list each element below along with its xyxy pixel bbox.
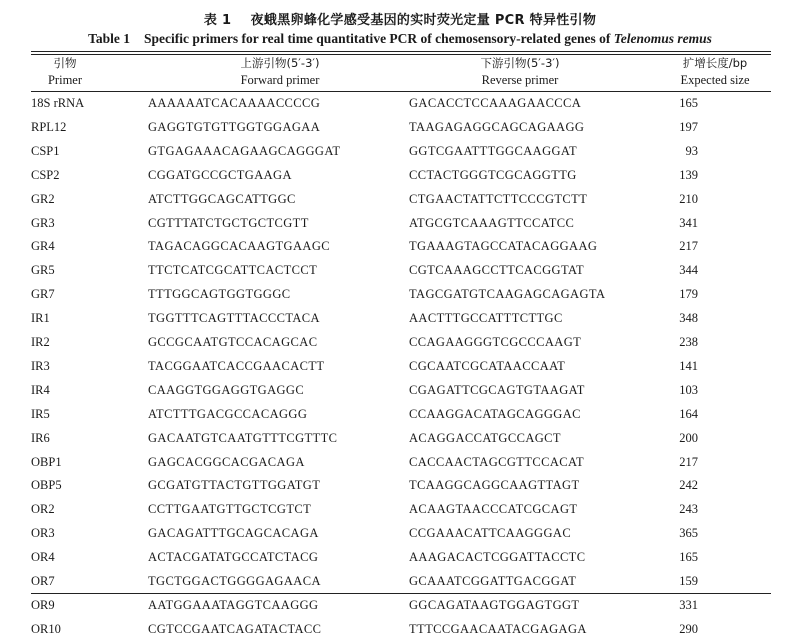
table-row bbox=[0, 116, 800, 139]
primer-name-cell: CSP1 bbox=[31, 143, 60, 158]
forward-primer-cell: CGTCCGAATCAGATACTACC bbox=[148, 621, 322, 636]
expected-size-cell: 331 bbox=[679, 597, 698, 612]
reverse-primer-cell: GGTCGAATTTGGCAAGGAT bbox=[409, 143, 578, 158]
top-rule bbox=[31, 51, 771, 52]
primer-name-cell: OBP1 bbox=[31, 454, 62, 469]
forward-primer-cell: ATCTTTGACGCCACAGGG bbox=[148, 406, 308, 421]
expected-size-cell: 179 bbox=[679, 287, 698, 302]
primer-name-cell: IR3 bbox=[31, 358, 50, 373]
reverse-primer-cell: AAAGACACTCGGATTACCTC bbox=[409, 550, 586, 565]
forward-primer-cell: CGGATGCCGCTGAAGA bbox=[148, 167, 292, 182]
primer-name-cell: IR2 bbox=[31, 335, 50, 349]
table-row bbox=[0, 594, 800, 617]
forward-primer-cell: AATGGAAATAGGTCAAGGG bbox=[148, 597, 319, 612]
expected-size-cell: 139 bbox=[679, 167, 698, 182]
reverse-primer-cell: GACACCTCCAAAGAACCCA bbox=[409, 96, 582, 110]
table-row bbox=[0, 140, 800, 163]
forward-primer-cell: GAGGTGTGTTGGTGGAGAA bbox=[148, 119, 321, 134]
expected-size-cell: 197 bbox=[679, 119, 698, 134]
reverse-primer-cell: CCAGAAGGGTCGCCCAAGT bbox=[409, 335, 582, 349]
primer-name-cell: CSP2 bbox=[31, 167, 60, 182]
forward-primer-cell: CCTTGAATGTTGCTCGTCT bbox=[148, 502, 312, 517]
table-row bbox=[0, 188, 800, 211]
expected-size-cell: 165 bbox=[679, 550, 698, 565]
forward-primer-cell: TACGGAATCACCGAACACTT bbox=[148, 358, 325, 373]
table-row bbox=[0, 259, 800, 282]
expected-size-cell: 103 bbox=[679, 382, 698, 397]
reverse-primer-cell: ACAGGACCATGCCAGCT bbox=[409, 430, 561, 445]
primer-name-cell: OR7 bbox=[31, 574, 55, 588]
reverse-primer-cell: TAAGAGAGGCAGCAGAAGG bbox=[409, 119, 585, 134]
header-primer bbox=[25, 55, 105, 89]
table-row bbox=[0, 355, 800, 378]
expected-size-cell: 165 bbox=[679, 96, 698, 110]
header-reverse bbox=[380, 55, 660, 89]
expected-size-cell: 243 bbox=[679, 502, 698, 517]
table-title-en bbox=[0, 31, 800, 47]
primer-name-cell: IR6 bbox=[31, 430, 50, 445]
table-row bbox=[0, 498, 800, 521]
primer-name-cell: OR3 bbox=[31, 526, 55, 541]
primer-name-cell: GR5 bbox=[31, 263, 55, 278]
reverse-primer-cell: CCGAAACATTCAAGGGAC bbox=[409, 526, 572, 541]
primer-name-cell: IR5 bbox=[31, 406, 50, 421]
expected-size-cell: 238 bbox=[679, 335, 698, 349]
reverse-primer-cell: AACTTTGCCATTTCTTGC bbox=[409, 311, 563, 326]
reverse-primer-cell: TTTCCGAACAATACGAGAGA bbox=[409, 621, 587, 636]
bottom-rule bbox=[31, 593, 771, 594]
reverse-primer-cell: TGAAAGTAGCCATACAGGAAG bbox=[409, 239, 598, 254]
expected-size-cell: 341 bbox=[679, 215, 698, 230]
forward-primer-cell: AAAAAATCACAAAACCCCG bbox=[148, 96, 321, 110]
expected-size-cell: 290 bbox=[679, 621, 698, 636]
reverse-primer-cell: GGCAGATAAGTGGAGTGGT bbox=[409, 597, 580, 612]
expected-size-cell: 159 bbox=[679, 574, 698, 588]
table-row bbox=[0, 570, 800, 593]
expected-size-cell: 210 bbox=[679, 191, 698, 206]
primer-name-cell: IR4 bbox=[31, 382, 50, 397]
expected-size-cell: 93 bbox=[685, 143, 698, 158]
primer-name-cell: GR2 bbox=[31, 191, 55, 206]
forward-primer-cell: ATCTTGGCAGCATTGGC bbox=[148, 191, 296, 206]
header-primer-en: Primer bbox=[47, 73, 83, 87]
header-forward-cn: 上游引物(5′-3′) bbox=[240, 56, 320, 70]
header-size bbox=[640, 55, 790, 89]
species-name: Telenomus remus bbox=[613, 31, 712, 46]
primer-name-cell: GR7 bbox=[31, 287, 55, 302]
forward-primer-cell: TTCTCATCGCATTCACTCCT bbox=[148, 263, 318, 278]
forward-primer-cell: CGTTTATCTGCTGCTCGTT bbox=[148, 215, 309, 230]
table-row bbox=[0, 379, 800, 402]
primer-name-cell: GR4 bbox=[31, 239, 55, 254]
header-forward bbox=[140, 55, 420, 89]
forward-primer-cell: GTGAGAAACAGAAGCAGGGAT bbox=[148, 143, 341, 158]
table-row bbox=[0, 92, 800, 115]
reverse-primer-cell: ACAAGTAACCCATCGCAGT bbox=[409, 502, 578, 517]
table-row bbox=[0, 403, 800, 426]
forward-primer-cell: TTTGGCAGTGGTGGGC bbox=[148, 287, 291, 302]
header-primer-cn: 引物 bbox=[53, 56, 77, 70]
expected-size-cell: 348 bbox=[679, 311, 698, 326]
reverse-primer-cell: CCAAGGACATAGCAGGGAC bbox=[409, 406, 581, 421]
header-forward-en: Forward primer bbox=[240, 73, 320, 87]
table-row bbox=[0, 427, 800, 450]
reverse-primer-cell: TAGCGATGTCAAGAGCAGAGTA bbox=[409, 287, 606, 302]
primer-name-cell: 18S rRNA bbox=[31, 96, 85, 110]
reverse-primer-cell: CGTCAAAGCCTTCACGGTAT bbox=[409, 263, 585, 278]
reverse-primer-cell: CTGAACTATTCTTCCCGTCTT bbox=[409, 191, 588, 206]
table-row bbox=[0, 546, 800, 569]
expected-size-cell: 164 bbox=[679, 406, 698, 421]
table-row bbox=[0, 283, 800, 306]
forward-primer-cell: TGGTTTCAGTTTACCCTACA bbox=[148, 311, 320, 326]
forward-primer-cell: TAGACAGGCACAAGTGAAGC bbox=[148, 239, 330, 254]
table-row bbox=[0, 451, 800, 474]
forward-primer-cell: GACAATGTCAATGTTTCGTTTC bbox=[148, 430, 338, 445]
expected-size-cell: 217 bbox=[679, 454, 698, 469]
reverse-primer-cell: GCAAATCGGATTGACGGAT bbox=[409, 574, 577, 588]
table-row bbox=[0, 618, 800, 641]
table-row bbox=[0, 522, 800, 545]
reverse-primer-cell: CGCAATCGCATAACCAAT bbox=[409, 358, 566, 373]
reverse-primer-cell: ATGCGTCAAAGTTCCATCC bbox=[409, 215, 575, 230]
forward-primer-cell: GCCGCAATGTCCACAGCAC bbox=[148, 335, 318, 349]
header-size-en: Expected size bbox=[680, 73, 750, 87]
table-row bbox=[0, 235, 800, 258]
table-caption-en: Specific primers for real time quantitative PCR of chemosensory-related genes of bbox=[143, 31, 614, 46]
table-caption-cn: 夜蛾黑卵蜂化学感受基因的实时荧光定量 PCR 特异性引物 bbox=[250, 13, 597, 28]
primer-name-cell: OR10 bbox=[31, 621, 61, 636]
expected-size-cell: 217 bbox=[679, 239, 698, 254]
header-size-cn: 扩增长度/bp bbox=[682, 56, 748, 70]
reverse-primer-cell: CACCAACTAGCGTTCCACAT bbox=[409, 454, 585, 469]
expected-size-cell: 242 bbox=[679, 478, 698, 493]
expected-size-cell: 200 bbox=[679, 430, 698, 445]
forward-primer-cell: GCGATGTTACTGTTGGATGT bbox=[148, 478, 321, 493]
primer-name-cell: OR9 bbox=[31, 597, 55, 612]
forward-primer-cell: GACAGATTTGCAGCACAGA bbox=[148, 526, 319, 541]
primer-name-cell: OR2 bbox=[31, 502, 55, 517]
primer-name-cell: GR3 bbox=[31, 215, 55, 230]
forward-primer-cell: TGCTGGACTGGGGAGAACA bbox=[148, 574, 321, 588]
table-row bbox=[0, 164, 800, 187]
primer-name-cell: OBP5 bbox=[31, 478, 62, 493]
expected-size-cell: 141 bbox=[679, 358, 698, 373]
expected-size-cell: 344 bbox=[679, 263, 698, 278]
header-reverse-en: Reverse primer bbox=[481, 73, 559, 87]
reverse-primer-cell: CCTACTGGGTCGCAGGTTG bbox=[409, 167, 577, 182]
forward-primer-cell: ACTACGATATGCCATCTACG bbox=[148, 550, 319, 565]
table-row bbox=[0, 474, 800, 497]
table-row bbox=[0, 212, 800, 235]
table-row bbox=[0, 331, 800, 354]
primer-name-cell: RPL12 bbox=[31, 119, 67, 134]
reverse-primer-cell: TCAAGGCAGGCAAGTTAGT bbox=[409, 478, 580, 493]
table-title-cn bbox=[0, 9, 800, 28]
table-label-cn: 表 1 bbox=[203, 13, 232, 28]
reverse-primer-cell: CGAGATTCGCAGTGTAAGAT bbox=[409, 382, 585, 397]
forward-primer-cell: GAGCACGGCACGACAGA bbox=[148, 454, 305, 469]
forward-primer-cell: CAAGGTGGAGGTGAGGC bbox=[148, 382, 305, 397]
expected-size-cell: 365 bbox=[679, 526, 698, 541]
table-row bbox=[0, 307, 800, 330]
primer-name-cell: OR4 bbox=[31, 550, 55, 565]
primer-name-cell: IR1 bbox=[31, 311, 50, 326]
header-reverse-cn: 下游引物(5′-3′) bbox=[480, 56, 560, 70]
table-label-en: Table 1 bbox=[88, 31, 130, 46]
